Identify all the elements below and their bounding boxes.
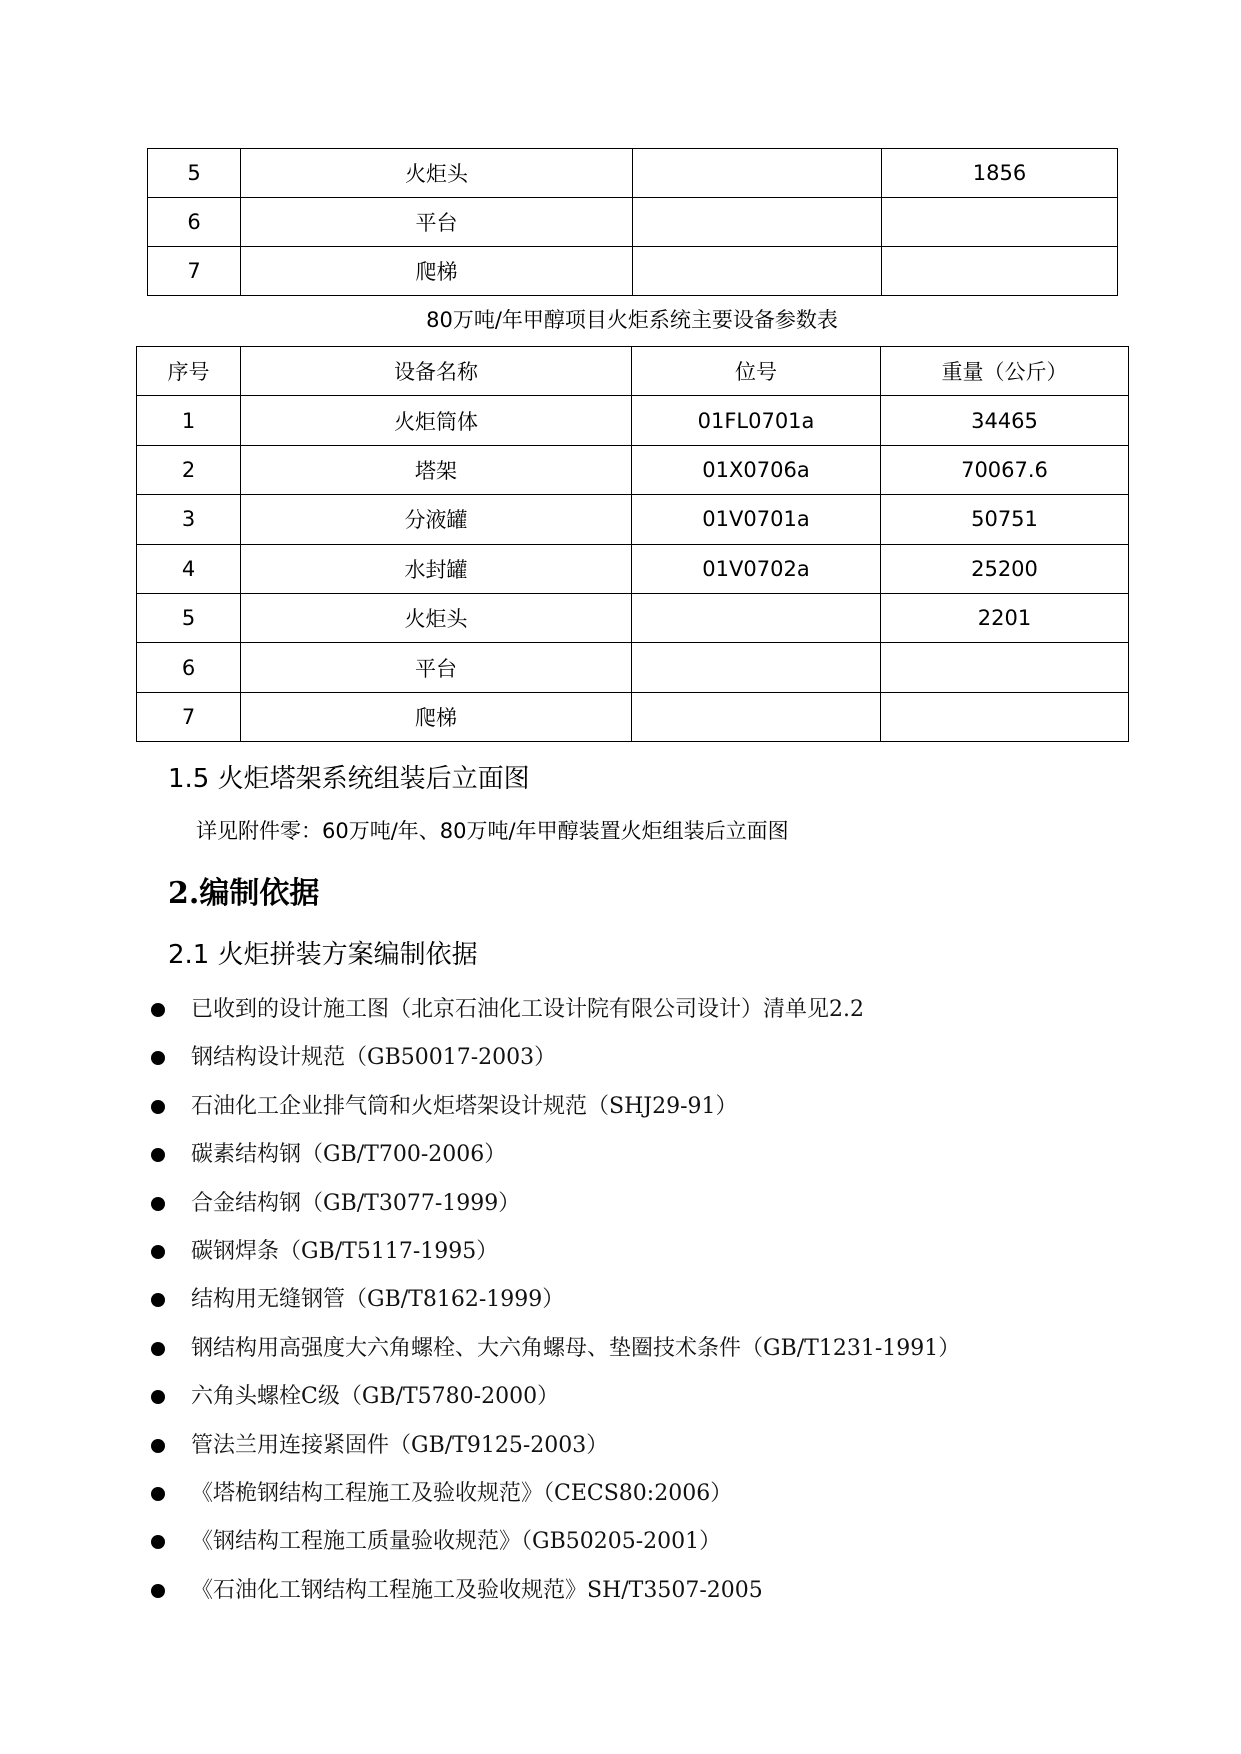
cell-no: 3 xyxy=(137,495,241,544)
list-item xyxy=(0,1373,1241,1421)
table-row xyxy=(137,544,1129,593)
list-item-text: 碳素结构钢（GB/T700-2006） xyxy=(191,1142,507,1168)
cell-tag xyxy=(632,593,881,642)
cell-tag: 01V0701a xyxy=(632,495,881,544)
cell-no: 6 xyxy=(137,643,241,692)
bullet-icon xyxy=(151,1051,165,1065)
cell-tag: 01FL0701a xyxy=(632,396,881,445)
reference-list xyxy=(0,986,1241,1615)
cell-weight: 1856 xyxy=(882,149,1118,198)
cell-no: 6 xyxy=(148,198,241,247)
table-row xyxy=(148,198,1118,247)
bullet-icon xyxy=(151,1100,165,1114)
cell-tag xyxy=(633,198,882,247)
equipment-parameter-table xyxy=(136,346,1129,742)
cell-tag xyxy=(632,692,881,741)
section-1-5-heading: 1.5 火炬塔架系统组装后立面图 xyxy=(168,764,530,794)
list-item xyxy=(0,1228,1241,1276)
list-item xyxy=(0,1325,1241,1373)
cell-name: 塔架 xyxy=(241,445,632,494)
section-2-heading: 2.编制依据 xyxy=(168,876,320,911)
cell-name: 平台 xyxy=(241,643,632,692)
cell-name: 水封罐 xyxy=(241,544,632,593)
cell-weight xyxy=(881,643,1129,692)
cell-no: 4 xyxy=(137,544,241,593)
cell-tag: 01V0702a xyxy=(632,544,881,593)
table-row xyxy=(137,495,1129,544)
list-item xyxy=(0,1470,1241,1518)
table-row xyxy=(137,692,1129,741)
list-item-text: 钢结构设计规范（GB50017-2003） xyxy=(191,1045,557,1071)
bullet-icon xyxy=(151,1197,165,1211)
list-item-text: 结构用无缝钢管（GB/T8162-1999） xyxy=(191,1287,565,1313)
bullet-icon xyxy=(151,1487,165,1501)
bullet-icon xyxy=(151,1390,165,1404)
table-row xyxy=(137,396,1129,445)
bullet-icon xyxy=(151,1535,165,1549)
cell-name: 火炬筒体 xyxy=(241,396,632,445)
list-item-text: 管法兰用连接紧固件（GB/T9125-2003） xyxy=(191,1432,609,1458)
cell-weight: 25200 xyxy=(881,544,1129,593)
bullet-icon xyxy=(151,1584,165,1598)
cell-name: 分液罐 xyxy=(241,495,632,544)
cell-name: 火炬头 xyxy=(241,593,632,642)
list-item-text: 合金结构钢（GB/T3077-1999） xyxy=(191,1190,521,1216)
header-weight: 重量（公斤） xyxy=(881,347,1129,396)
section-1-5-text: 详见附件零：60万吨/年、80万吨/年甲醇装置火炬组装后立面图 xyxy=(196,819,789,843)
list-item xyxy=(0,1518,1241,1566)
cell-name: 爬梯 xyxy=(241,247,633,296)
cell-weight: 50751 xyxy=(881,495,1129,544)
cell-weight: 34465 xyxy=(881,396,1129,445)
list-item-text: 《钢结构工程施工质量验收规范》（GB50205-2001） xyxy=(191,1529,722,1555)
cell-weight xyxy=(882,247,1118,296)
cell-no: 7 xyxy=(148,247,241,296)
cell-weight: 2201 xyxy=(881,593,1129,642)
cell-tag xyxy=(633,149,882,198)
section-2-1-heading: 2.1 火炬拼装方案编制依据 xyxy=(168,940,478,970)
cell-name: 平台 xyxy=(241,198,633,247)
header-tag: 位号 xyxy=(632,347,881,396)
list-item xyxy=(0,1422,1241,1470)
list-item xyxy=(0,1034,1241,1082)
table-row xyxy=(137,593,1129,642)
cell-name: 火炬头 xyxy=(241,149,633,198)
list-item xyxy=(0,1180,1241,1228)
cell-weight xyxy=(882,198,1118,247)
cell-no: 5 xyxy=(137,593,241,642)
list-item xyxy=(0,1131,1241,1179)
table-row xyxy=(137,643,1129,692)
cell-name: 爬梯 xyxy=(241,692,632,741)
list-item xyxy=(0,1276,1241,1324)
table-row xyxy=(148,247,1118,296)
list-item-text: 钢结构用高强度大六角螺栓、大六角螺母、垫圈技术条件（GB/T1231-1991） xyxy=(191,1335,961,1361)
table-row xyxy=(148,149,1118,198)
table-row xyxy=(137,445,1129,494)
list-item-text: 《塔桅钢结构工程施工及验收规范》（CECS80:2006） xyxy=(191,1480,733,1506)
continued-equipment-table xyxy=(147,148,1118,296)
list-item-text: 已收到的设计施工图（北京石油化工设计院有限公司设计）清单见2.2 xyxy=(191,997,864,1022)
list-item xyxy=(0,1567,1241,1615)
table-caption: 80万吨/年甲醇项目火炬系统主要设备参数表 xyxy=(426,308,838,332)
header-no: 序号 xyxy=(137,347,241,396)
bullet-icon xyxy=(151,1245,165,1259)
cell-no: 2 xyxy=(137,445,241,494)
bullet-icon xyxy=(151,1148,165,1162)
cell-tag xyxy=(632,643,881,692)
bullet-icon xyxy=(151,1342,165,1356)
list-item-text: 碳钢焊条（GB/T5117-1995） xyxy=(191,1238,499,1264)
cell-tag xyxy=(633,247,882,296)
list-item xyxy=(0,986,1241,1034)
bullet-icon xyxy=(151,1293,165,1307)
cell-no: 7 xyxy=(137,692,241,741)
bullet-icon xyxy=(151,1439,165,1453)
cell-no: 5 xyxy=(148,149,241,198)
bullet-icon xyxy=(151,1003,165,1017)
list-item-text: 石油化工企业排气筒和火炬塔架设计规范（SHJ29-91） xyxy=(191,1093,738,1119)
cell-tag: 01X0706a xyxy=(632,445,881,494)
cell-weight: 70067.6 xyxy=(881,445,1129,494)
list-item-text: 《石油化工钢结构工程施工及验收规范》SH/T3507-2005 xyxy=(191,1577,763,1603)
cell-no: 1 xyxy=(137,396,241,445)
list-item xyxy=(0,1083,1241,1131)
cell-weight xyxy=(881,692,1129,741)
header-name: 设备名称 xyxy=(241,347,632,396)
list-item-text: 六角头螺栓C级（GB/T5780-2000） xyxy=(191,1384,560,1410)
table-header-row xyxy=(137,347,1129,396)
